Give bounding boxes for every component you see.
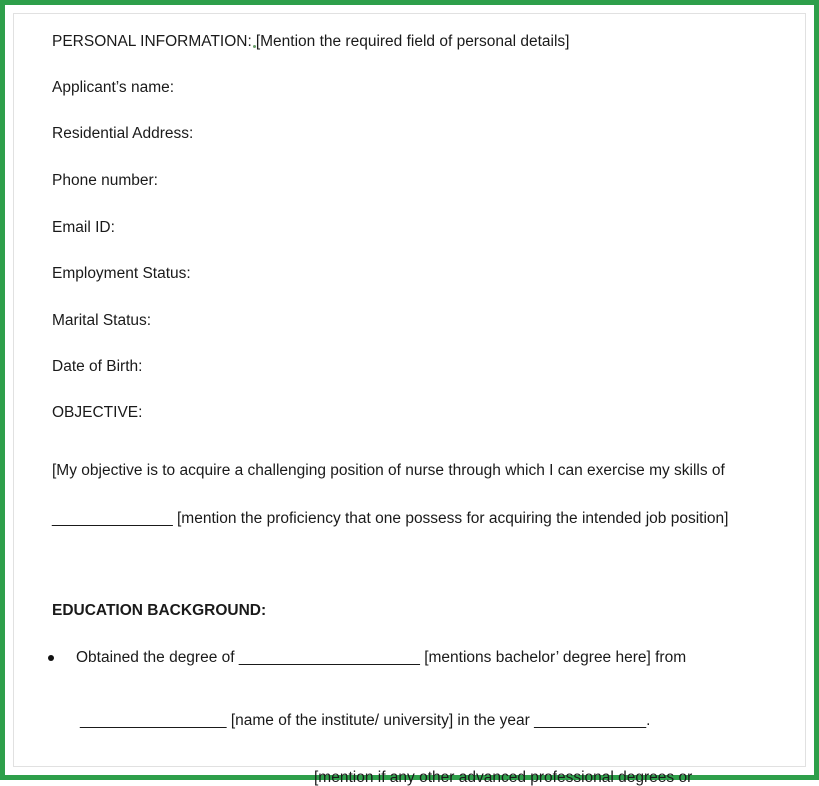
field-employment-status: Employment Status: (52, 265, 191, 282)
field-phone-number: Phone number: (52, 172, 158, 189)
bullet-icon (48, 655, 54, 661)
education-heading: EDUCATION BACKGROUND: (52, 602, 267, 619)
education-item-line-3: [mention if any other advanced professional degrees or (314, 769, 693, 786)
field-residential-address: Residential Address: (52, 125, 194, 142)
personal-info-heading: PERSONAL INFORMATION: (52, 33, 252, 50)
field-email-id: Email ID: (52, 219, 115, 236)
education-item-line-2: _________________ [name of the institute/ university] in the year _____________. (80, 712, 651, 729)
field-marital-status: Marital Status: (52, 312, 152, 329)
personal-info-line (52, 34, 569, 50)
education-item-line-1: Obtained the degree of _____________________ [mentions bachelor’ degree here] from (76, 649, 687, 666)
field-applicant-name: Applicant’s name: (52, 79, 175, 96)
objective-heading: OBJECTIVE: (52, 404, 143, 421)
document-page (13, 13, 806, 786)
field-date-of-birth: Date of Birth: (52, 358, 143, 375)
personal-info-note: [Mention the required field of personal details] (255, 33, 570, 50)
objective-text-line-1: [My objective is to acquire a challenging position of nurse through which I can exercise my skills of (52, 462, 725, 479)
objective-text-line-2: ______________ [mention the proficiency that one possess for acquiring the intended job position] (52, 510, 729, 527)
